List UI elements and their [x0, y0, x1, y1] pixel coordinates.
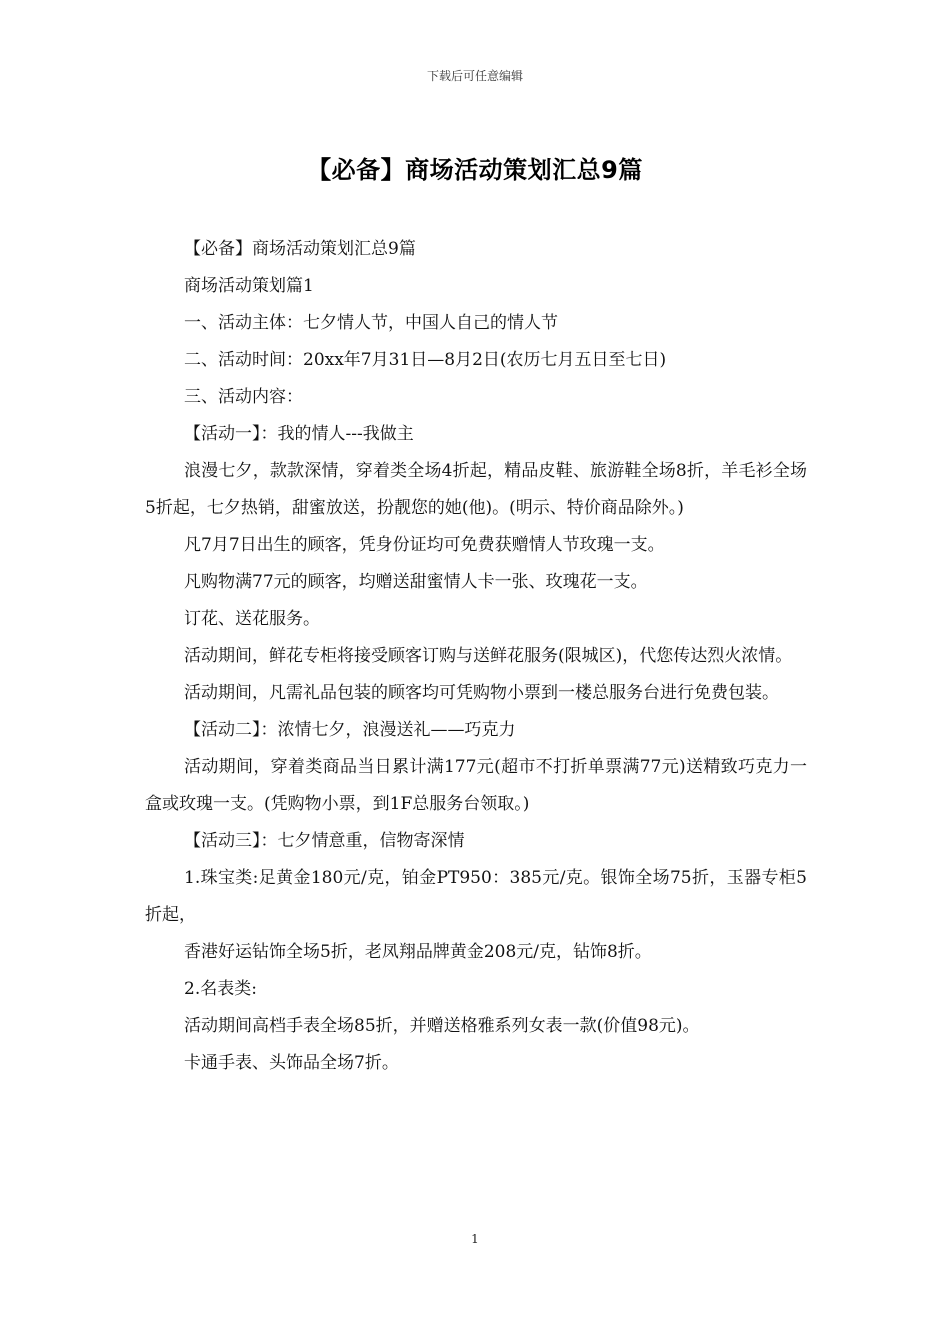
paragraph: 订花、送花服务。: [184, 609, 320, 629]
paragraph: 活动期间高档手表全场85折，并赠送格雅系列女表一款(价值98元)。: [184, 1016, 700, 1036]
paragraph: 【活动二】：浓情七夕，浪漫送礼——巧克力: [184, 720, 516, 740]
paragraph: 活动期间，穿着类商品当日累计满177元(超市不打折单票满77元)送精致巧克力一盒或玫瑰一支。(凭购物小票，到1F总服务台领取。): [145, 757, 807, 814]
paragraph: 2.名表类:: [184, 979, 257, 999]
paragraph: 二、活动时间：20xx年7月31日—8月2日(农历七月五日至七日): [184, 350, 667, 370]
document-title: 【必备】商场活动策划汇总9篇: [307, 156, 643, 184]
paragraph: 三、活动内容：: [184, 387, 303, 407]
paragraph: 【活动三】：七夕情意重，信物寄深情: [184, 831, 465, 851]
paragraph: 卡通手表、头饰品全场7折。: [184, 1053, 399, 1073]
paragraph: 香港好运钻饰全场5折，老凤翔品牌黄金208元/克，钻饰8折。: [184, 942, 652, 962]
paragraph: 1.珠宝类:足黄金180元/克，铂金PT950：385元/克。银饰全场75折，玉器专柜5折起，: [145, 868, 807, 925]
header-note: 下载后可任意编辑: [426, 69, 523, 83]
page-number: 1: [471, 1232, 479, 1246]
paragraph: 【必备】商场活动策划汇总9篇: [184, 239, 416, 259]
paragraph: 活动期间，凡需礼品包装的顾客均可凭购物小票到一楼总服务台进行免费包装。: [184, 683, 779, 703]
paragraph: 凡购物满77元的顾客，均赠送甜蜜情人卡一张、玫瑰花一支。: [184, 572, 648, 592]
document-body: [145, 231, 807, 1082]
paragraph: 【活动一】：我的情人---我做主: [184, 424, 414, 444]
paragraph: 浪漫七夕，款款深情，穿着类全场4折起，精品皮鞋、旅游鞋全场8折，羊毛衫全场5折起，七夕热销，甜蜜放送，扮靓您的她(他)。(明示、特价商品除外。): [145, 461, 807, 518]
paragraph: 一、活动主体：七夕情人节，中国人自己的情人节: [184, 313, 558, 333]
paragraph: 凡7月7日出生的顾客，凭身份证均可免费获赠情人节玫瑰一支。: [184, 535, 665, 555]
paragraph: 活动期间，鲜花专柜将接受顾客订购与送鲜花服务(限城区)，代您传达烈火浓情。: [184, 646, 793, 666]
paragraph: 商场活动策划篇1: [184, 276, 314, 296]
